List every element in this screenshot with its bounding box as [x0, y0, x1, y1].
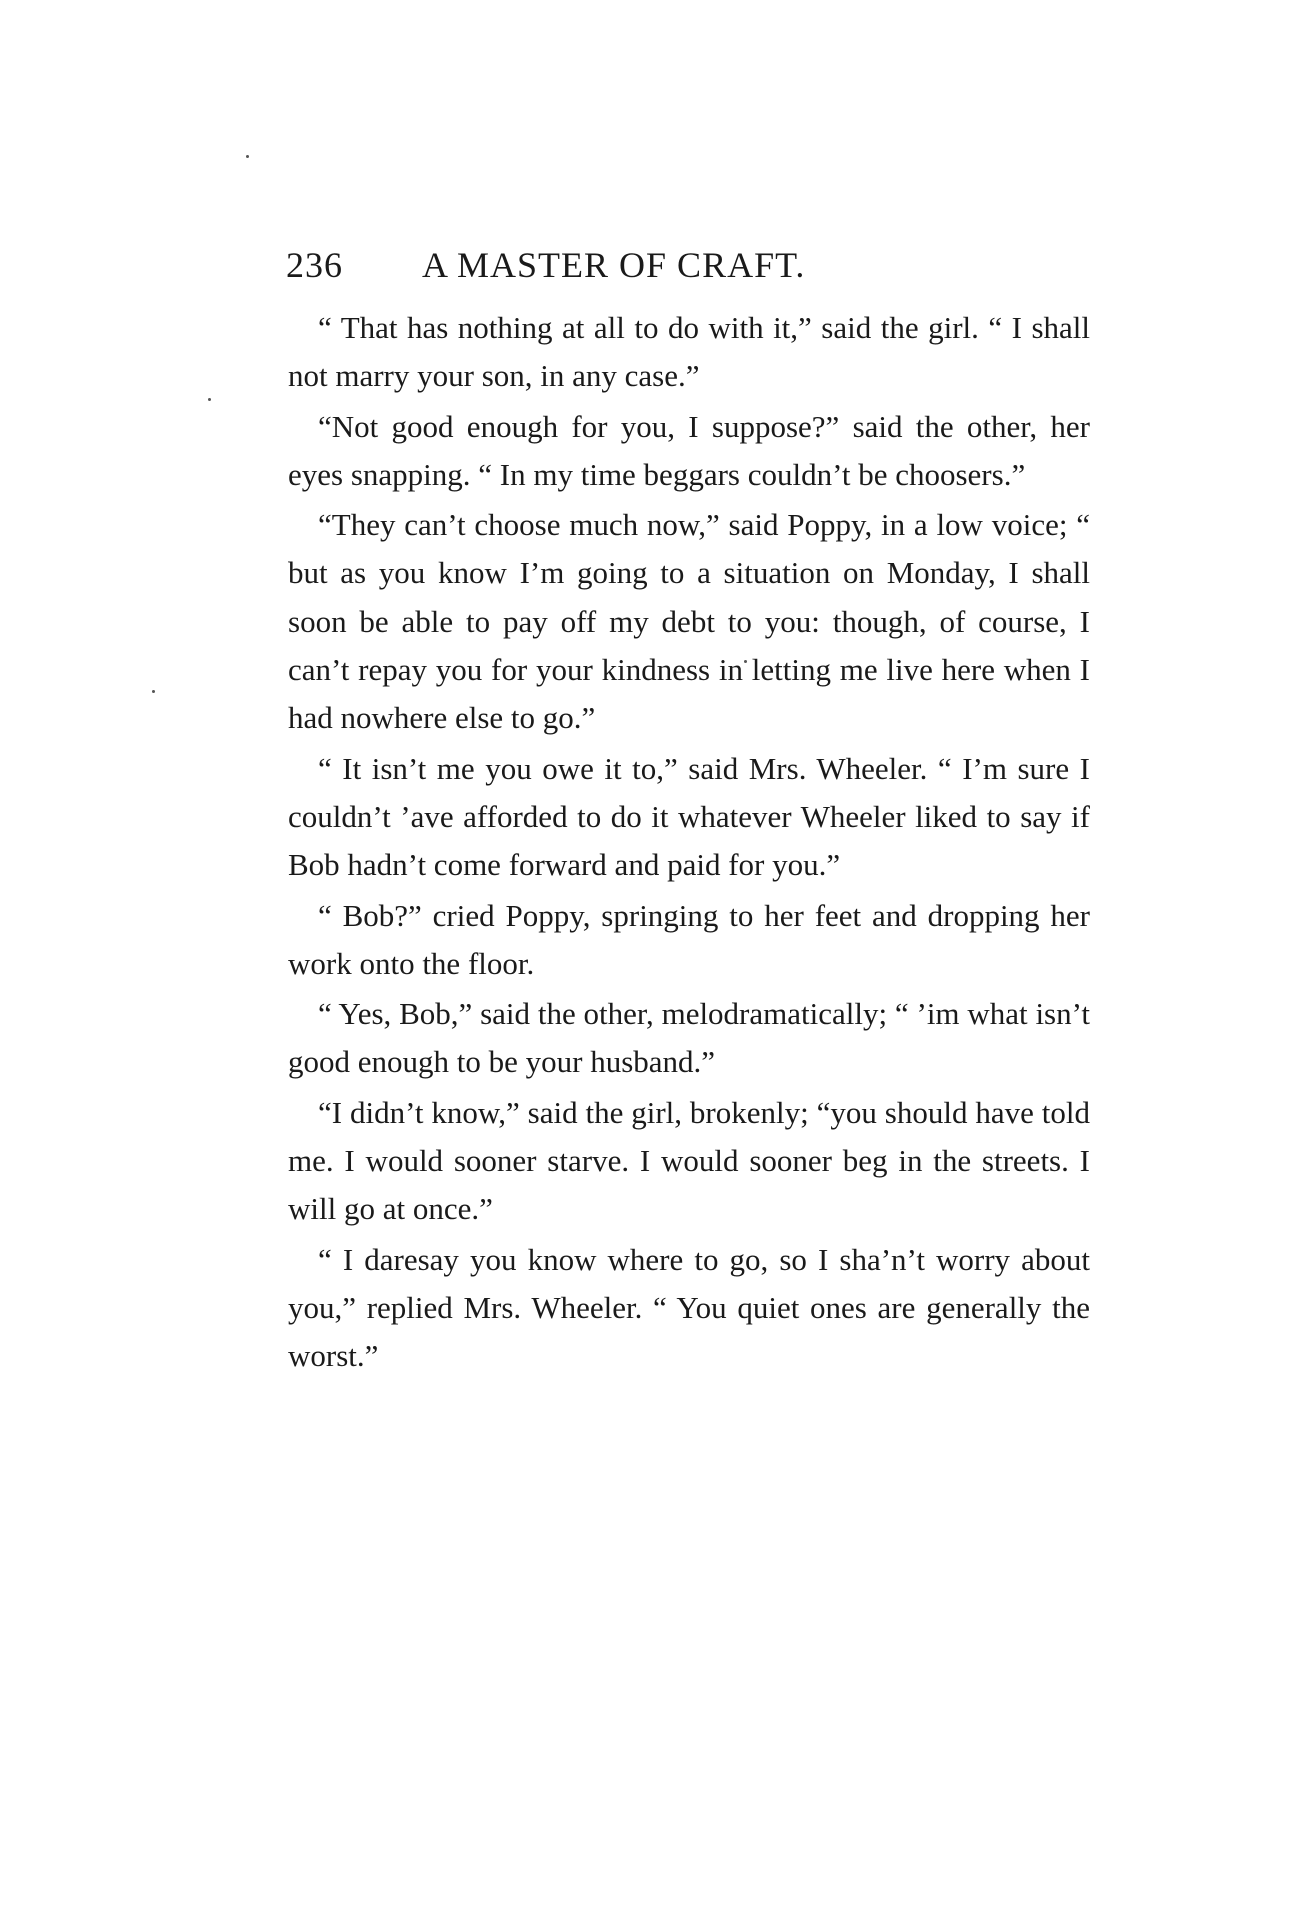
paragraph: “ Bob?” cried Poppy, springing to her feet and dropping her work onto the floor.	[288, 897, 1090, 981]
scan-speck	[152, 690, 155, 693]
paragraph: “I didn’t know,” said the girl, brokenly; “you should have told me. I would sooner starve. I would sooner beg in the streets. I will go at once.”	[288, 1094, 1090, 1227]
scan-speck	[246, 155, 249, 158]
paragraph: “ That has nothing at all to do with it,” said the girl. “ I shall not marry your son, in any case.”	[288, 310, 1090, 394]
paragraph: “Not good enough for you, I suppose?” said the other, her eyes snapping. “ In my time beggars couldn’t be choosers.”	[288, 408, 1090, 492]
paragraph: “They can’t choose much now,” said Poppy, in a low voice; “ but as you know I’m going to a situation on Monday, I shall soon be able to pay off my debt to you: though, of course, I can’t repay you for your kindness in letting me live here when I had nowhere else to go.”	[288, 507, 1090, 736]
paragraph: “ Yes, Bob,” said the other, melodramatically; “ ’im what isn’t good enough to be your husband.”	[288, 996, 1090, 1080]
paragraph: “ I daresay you know where to go, so I sha’n’t worry about you,” replied Mrs. Wheeler. “ You quiet ones are generally the worst.”	[288, 1241, 1090, 1374]
running-title: A MASTER OF CRAFT.	[422, 245, 806, 285]
paragraph: “ It isn’t me you owe it to,” said Mrs. Wheeler. “ I’m sure I couldn’t ’ave afforded to do it whatever Wheeler liked to say if Bob hadn’t come forward and paid for you.”	[288, 750, 1090, 883]
page-number: 236	[286, 245, 343, 285]
body-text	[288, 304, 1090, 1381]
page-header	[286, 240, 1086, 290]
scan-speck	[208, 398, 211, 401]
